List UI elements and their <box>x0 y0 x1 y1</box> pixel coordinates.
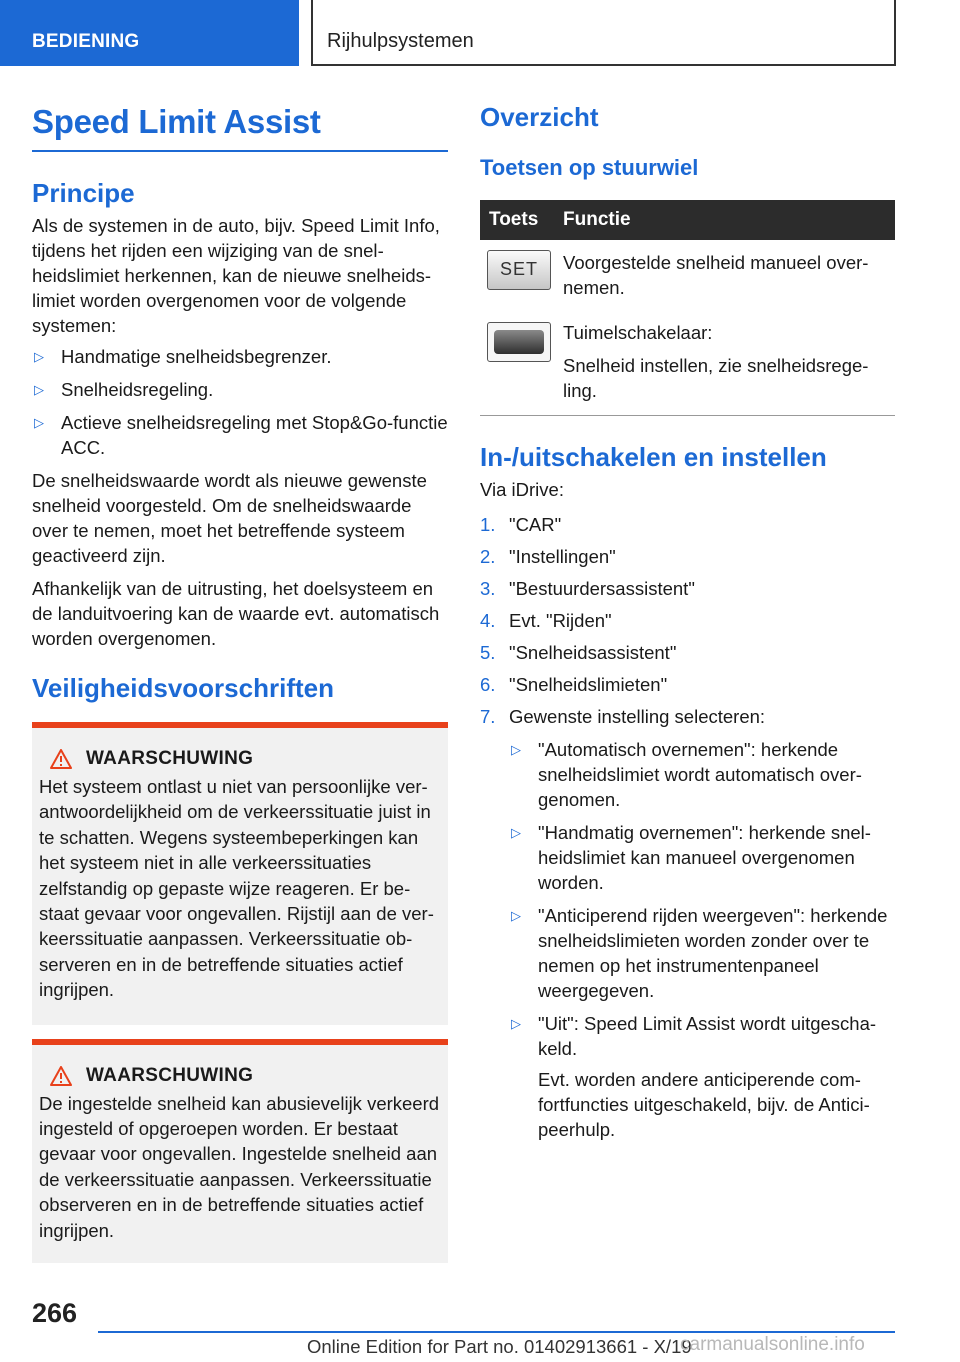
warning-text: De ingestelde snelheid kan abusievelijk verkeerd ingesteld of opgeroepen worden. Er bestaat gevaar voor ongevallen. Ingestelde snelheid aan de verkeerssituatie aanpassen. Verkeerssituatie observeren en in de betreffende situaties actief ingrijpen. <box>39 1092 440 1241</box>
triangle-right-icon: ▷ <box>511 741 521 757</box>
list-item: ▷ "Automatisch overnemen": herkende snelheidslimiet wordt automatisch overgenomen. <box>511 738 862 810</box>
page-header <box>0 0 960 66</box>
list-item: ▷ "Handmatig overnemen": herkende snelheidslimiet kan manueel overgenomen worden. <box>511 821 871 893</box>
set-button-icon: SET <box>487 250 551 290</box>
chapter-tab <box>311 0 896 66</box>
step-item: 6. "Snelheidslimieten" <box>480 673 668 695</box>
onoff-heading: In-/uitschakelen en instellen <box>480 441 827 472</box>
option-note: Evt. worden andere anticiperende comfortfuncties uitgeschakeld, bijv. de Anticipeerhulp. <box>538 1068 870 1140</box>
list-item: ▷ Handmatige snelheidsbegrenzer. <box>34 345 332 367</box>
triangle-right-icon: ▷ <box>34 348 44 364</box>
triangle-right-icon: ▷ <box>511 1015 521 1031</box>
principe-heading: Principe <box>32 177 135 208</box>
warning-text: Het systeem ontlast u niet van persoonlijke verantwoordelijkheid om de verkeerssituatie juist in te schatten. Wegens systeembeperkingen kan het systeem niet in alle verkeerssituaties zelfstandig op gepaste wijze reageren. Er bestaat gevaar voor ongevallen. Rijstijl aan de verkeerssituatie aanpassen. Verkeerssituatie observeren en in de betreffende situaties actief ingrijpen. <box>39 775 434 1001</box>
warning-box <box>32 1039 448 1263</box>
section-label: BEDIENING <box>32 31 140 52</box>
function-cell: Voorgestelde snelheid manueel overnemen. <box>563 251 869 298</box>
step-item: 7. Gewenste instelling selecteren: ▷ "Automatisch overnemen": herkende snelheidslimiet wordt automatisch overgenomen. ▷ "Handmatig overnemen": herkende snelheidslimiet kan manueel overgenomen worden. ▷ "Anticiperend rijden weergeven": herkende snelheidslimieten worden zonder over te nemen op het instrumentenpaneel weergegeven. ▷ "Uit": Speed Limit Assist wordt uitgeschakeld. Evt. worden andere anticiperende comfortfuncties uitgeschakeld, bijv. de Anticipeerhulp. <box>480 704 895 1142</box>
footer-divider <box>98 1331 895 1333</box>
triangle-right-icon: ▷ <box>34 414 44 430</box>
warning-box <box>32 722 448 1025</box>
buttons-heading: Toetsen op stuurwiel <box>480 155 699 181</box>
right-column <box>480 96 895 1150</box>
warning-header <box>39 748 440 770</box>
column-header-key: Toets <box>480 200 563 240</box>
list-item: ▷ "Uit": Speed Limit Assist wordt uitgeschakeld. Evt. worden andere anticiperende comfortfuncties uitgeschakeld, bijv. de Anticipeerhulp. <box>509 1011 895 1142</box>
rocker-switch-icon <box>487 322 551 362</box>
section-tab <box>0 0 299 66</box>
safety-heading: Veiligheidsvoorschriften <box>32 672 334 703</box>
step-item: 3. "Bestuurdersassistent" <box>480 577 695 599</box>
column-header-function: Functie <box>563 200 895 240</box>
warning-header <box>39 1065 440 1087</box>
step-item: 5. "Snelheidsassistent" <box>480 641 677 663</box>
warning-label: WAARSCHUWING <box>86 747 254 769</box>
warning-triangle-icon <box>50 1066 72 1086</box>
principe-para-3: Afhankelijk van de uitrusting, het doelsysteem en de landuitvoering kan de waarde evt. automatisch worden overgenomen. <box>32 577 440 649</box>
watermark: carmanualsonline.info <box>680 1334 865 1355</box>
page-title: Speed Limit Assist <box>32 102 448 152</box>
principe-list <box>32 344 448 460</box>
triangle-right-icon: ▷ <box>511 824 521 840</box>
step-item: 4. Evt. "Rijden" <box>480 609 612 631</box>
principe-intro: Als de systemen in de auto, bijv. Speed Limit Info, tijdens het rijden een wijziging van de snelheidslimiet herkennen, kan de nieuwe snelheidslimiet worden overgenomen voor de volgende systemen: <box>32 214 440 336</box>
list-item: ▷ Snelheidsregeling. <box>34 378 214 400</box>
list-item: ▷ "Anticiperend rijden weergeven": herkende snelheidslimieten worden zonder over te nemen op het instrumentenpaneel weergegeven. <box>511 904 888 1001</box>
list-item: ▷ Actieve snelheidsregeling met Stop&Go-functie ACC. <box>34 411 448 458</box>
page-number: 266 <box>32 1298 78 1328</box>
step-item: 1. "CAR" <box>480 513 562 535</box>
triangle-right-icon: ▷ <box>34 381 44 397</box>
step-item: 2. "Instellingen" <box>480 545 616 567</box>
onoff-intro: Via iDrive: <box>480 478 564 500</box>
principe-para-2: De snelheidswaarde wordt als nieuwe gewenste snelheid voorgesteld. Om de snelheidswaarde over te nemen, moet het betreffende systeem geactiveerd zijn. <box>32 469 427 566</box>
triangle-right-icon: ▷ <box>511 907 521 923</box>
table-row <box>480 240 895 310</box>
warning-triangle-icon <box>50 749 72 769</box>
chapter-label: Rijhulpsystemen <box>327 30 474 52</box>
steps-list <box>480 512 895 1142</box>
left-column <box>32 96 448 1263</box>
function-cell: Tuimelschakelaar: Snelheid instellen, zie snelheidsregeling. <box>563 310 895 416</box>
table-row <box>480 310 895 416</box>
table-header-row <box>480 200 895 240</box>
options-list <box>509 737 895 1142</box>
edition-text: Online Edition for Part no. 01402913661 - X/19 <box>307 1336 692 1357</box>
overview-heading: Overzicht <box>480 102 599 132</box>
buttons-table <box>480 200 895 416</box>
warning-label: WAARSCHUWING <box>86 1064 254 1086</box>
